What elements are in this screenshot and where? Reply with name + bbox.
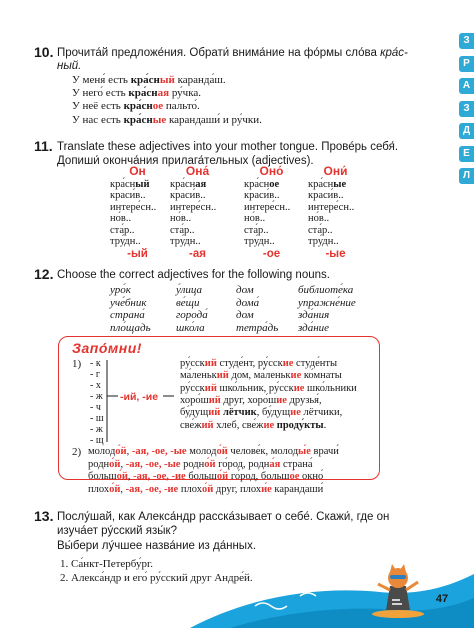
word-ending: ая xyxy=(195,178,207,190)
sentence-post: ру́чка. xyxy=(169,87,202,100)
text-segment: го́род, родн xyxy=(215,458,270,470)
column-word: краси́в.. xyxy=(110,190,146,201)
ex11-line1: Translate these adjectives into your mother tongue. Прове́рь себя́. xyxy=(57,141,399,153)
column-first-word xyxy=(170,179,240,191)
sentence-stem: кра́сн xyxy=(130,74,160,86)
column-first-word xyxy=(244,179,314,191)
noun-word: города́ xyxy=(176,309,208,321)
word-stem: кра́сн xyxy=(244,178,270,190)
column-word: краси́в.. xyxy=(170,190,206,201)
remember-letter: - г xyxy=(90,369,100,380)
ex13-number: 13. xyxy=(34,508,54,524)
side-tab-letter: Л xyxy=(459,168,474,184)
column-word: тру́дн.. xyxy=(170,236,201,247)
text-segment: -ая, -ое, -ые xyxy=(125,458,181,470)
remember-letter: - щ xyxy=(90,435,104,446)
text-segment: -ая, -ое, -ие xyxy=(133,471,186,483)
side-tab-letter: Р xyxy=(459,56,474,72)
text-segment: , xyxy=(120,458,126,470)
text-segment: челове́к, молод xyxy=(227,446,299,457)
ex11-column xyxy=(308,166,378,260)
remember-part2-line xyxy=(88,470,323,483)
sentence-pre: У меня́ есть xyxy=(72,74,131,86)
remember-letter: - ш xyxy=(90,413,104,424)
text-segment: -ая, -ое, -ие xyxy=(125,483,179,495)
text-segment: ий xyxy=(204,358,217,369)
column-word: ста́р.. xyxy=(110,224,135,236)
text-segment: -ая, -ое, -ые xyxy=(131,446,187,457)
column-ending: -ый xyxy=(127,247,148,260)
sentence-stem: кра́сн xyxy=(128,87,158,100)
text-segment: о́й xyxy=(216,446,228,457)
sentence-post: пальто́. xyxy=(163,100,200,113)
remember-letter: - ж xyxy=(90,391,103,402)
text-segment: плох xyxy=(88,483,110,495)
column-word: краси́в.. xyxy=(244,190,280,201)
ex10-instruction xyxy=(57,46,437,60)
remember-example-line xyxy=(180,419,326,432)
noun-word: шко́ла xyxy=(176,321,205,334)
noun-word: зда́ние xyxy=(298,321,330,334)
remember-part2-line xyxy=(88,445,339,458)
column-word: ста́р.. xyxy=(308,224,333,236)
sentence-post: карандаши́ и ру́чки. xyxy=(166,113,262,126)
text-segment: карандаши́ xyxy=(271,483,324,495)
ex10-instr-line1: Прочита́й предложе́ния. Обрати́ внима́ние на фо́рмы сло́ва xyxy=(57,47,377,59)
column-word: тру́дн.. xyxy=(110,236,141,247)
text-segment: шко́льники xyxy=(304,382,357,394)
remember-endings: -ий, -ие xyxy=(120,391,159,403)
column-header: Они́ xyxy=(323,164,348,178)
text-segment: о́е xyxy=(289,471,300,483)
text-segment: ий xyxy=(216,370,229,382)
noun-word: тетра́дь xyxy=(236,321,279,334)
text-segment: ие xyxy=(282,358,294,369)
column-word: ста́р.. xyxy=(170,224,195,236)
sentence-ending: ое xyxy=(152,100,164,113)
word-stem: кра́сн xyxy=(170,178,196,190)
column-ending: -ая xyxy=(189,247,206,260)
text-segment: ма́леньк xyxy=(180,370,217,382)
text-segment: ий xyxy=(201,419,214,431)
text-segment: лётчик xyxy=(222,407,257,419)
text-segment: шко́льник, ру́сск xyxy=(216,382,294,394)
remember-example-line xyxy=(180,357,337,370)
text-segment: о́й xyxy=(115,446,127,457)
column-ending: -ое xyxy=(262,247,281,260)
text-segment: о́й xyxy=(116,471,128,483)
remember-example-line xyxy=(180,406,342,419)
remember-part1-number: 1) xyxy=(72,358,82,370)
text-segment: о́й xyxy=(201,483,214,495)
text-segment: друг, плох xyxy=(213,483,262,495)
side-tab-letter: Е xyxy=(459,146,474,162)
column-word: ста́р.. xyxy=(244,224,269,236)
column-first-word xyxy=(308,179,378,191)
noun-word: ве́щи xyxy=(176,296,200,309)
sentence-pre: У него́ есть xyxy=(72,87,129,100)
sentence-stem: кра́сн xyxy=(123,113,153,126)
text-segment: врачи́ xyxy=(310,446,339,457)
word-stem: кра́сн xyxy=(110,178,136,190)
sentence-ending: ые xyxy=(152,113,167,126)
column-word: интере́сн.. xyxy=(110,201,157,213)
text-segment: лётчики, xyxy=(300,407,343,419)
ex13-option-1: 1. Са́нкт-Петербу́рг. xyxy=(60,558,153,570)
column-ending: -ые xyxy=(325,247,346,260)
noun-word: библиоте́ка xyxy=(298,284,354,296)
text-segment: о́й xyxy=(216,471,229,483)
text-segment: ие xyxy=(263,419,275,431)
column-word: интере́сн.. xyxy=(308,201,355,213)
column-word: краси́в.. xyxy=(308,190,344,201)
remember-example-line xyxy=(180,369,342,382)
remember-example-line xyxy=(180,382,357,395)
side-tab-letter: З xyxy=(459,101,474,117)
column-word: но́в.. xyxy=(244,213,266,224)
remember-title: Запо́мни! xyxy=(72,340,142,356)
text-segment: студе́нты xyxy=(293,358,337,369)
sentence-stem: кра́сн xyxy=(123,100,153,113)
text-segment: о́й xyxy=(109,483,121,495)
text-segment: . xyxy=(323,419,327,431)
column-word: но́в.. xyxy=(308,213,330,224)
remember-letter: - х xyxy=(90,380,101,391)
text-segment: родн xyxy=(88,458,110,470)
ex10-sentence xyxy=(72,87,201,100)
word-ending: ое xyxy=(269,178,280,190)
word-ending: ый xyxy=(135,178,150,190)
ex11-column xyxy=(170,166,240,260)
text-segment: ко́мнаты xyxy=(301,370,342,382)
ex13-option-2: 2. Алекса́ндр и его́ ру́сский друг Андре́й. xyxy=(60,572,253,584)
ex10-number: 10. xyxy=(34,44,54,60)
side-tab-letter: З xyxy=(459,33,474,49)
text-segment: , xyxy=(126,446,132,457)
noun-word: упражне́ние xyxy=(298,296,356,309)
text-segment: , бу́дущ xyxy=(256,407,291,419)
column-header: Она́ xyxy=(185,164,210,178)
column-word: интере́сн.. xyxy=(170,201,217,213)
word-stem: кра́сн xyxy=(308,178,334,190)
text-segment: ие xyxy=(293,382,305,394)
text-segment: ие xyxy=(290,407,301,419)
cat-surfer-icon xyxy=(368,556,428,620)
column-header: Он xyxy=(129,164,146,178)
column-word: тру́дн.. xyxy=(308,236,339,247)
text-segment: плох xyxy=(178,483,202,495)
remember-letter: - ч xyxy=(90,402,101,413)
noun-word: у́лица xyxy=(176,284,203,296)
text-segment: окно́ xyxy=(299,471,324,483)
text-segment: больш xyxy=(185,471,217,483)
ex11-number: 11. xyxy=(34,138,53,154)
text-segment: студе́нт, ру́сск xyxy=(216,358,283,369)
ex12-number: 12. xyxy=(34,266,54,282)
text-segment: све́ж xyxy=(180,419,202,431)
text-segment: страна́ xyxy=(280,458,313,470)
noun-word: дом xyxy=(236,284,254,296)
noun-word: дома́ xyxy=(236,296,260,309)
remember-example-line xyxy=(180,394,322,407)
sentence-ending: ый xyxy=(159,74,175,86)
text-segment: больш xyxy=(88,471,117,483)
ex10-sentence xyxy=(72,100,200,113)
text-segment: , xyxy=(120,483,126,495)
ex11-line2: Допиши́ оконча́ния прилага́тельных (adjectives). xyxy=(57,155,314,167)
column-header: Оно́ xyxy=(259,164,284,178)
text-segment: ру́сск xyxy=(180,358,205,369)
text-segment: и́е xyxy=(261,483,272,495)
text-segment: ий xyxy=(204,382,217,394)
text-segment: хлеб, све́ж xyxy=(213,419,264,431)
ex10-instr-line2: ный. xyxy=(57,60,82,72)
sentence-pre: У неё есть xyxy=(72,100,124,113)
sentence-ending: ая xyxy=(157,87,170,100)
side-tab-letter: Д xyxy=(459,123,474,139)
text-segment: проду́кты xyxy=(276,419,324,431)
noun-word: пло́щадь xyxy=(110,321,151,334)
text-segment: молод xyxy=(186,446,217,457)
text-segment: молод xyxy=(88,446,116,457)
ex10-sentence xyxy=(72,74,226,87)
ex13-line1: Послу́шай, как Алекса́ндр расска́зывает о себе́. Скажи́, где он xyxy=(57,511,390,523)
sentence-post: каранда́ш. xyxy=(174,74,226,86)
ex10-sentence xyxy=(72,114,262,127)
page-number: 47 xyxy=(435,593,449,605)
remember-part2-line xyxy=(88,458,313,471)
text-segment: бу́дущ xyxy=(180,407,209,419)
text-segment: ий xyxy=(208,394,221,406)
text-segment: о́й xyxy=(109,458,121,470)
column-word: но́в.. xyxy=(170,213,192,224)
side-tab-letter: А xyxy=(459,78,474,94)
text-segment: ий xyxy=(208,407,221,419)
noun-word: дом xyxy=(236,309,254,321)
text-segment: ру́сск xyxy=(180,382,205,394)
ex12-text: Choose the correct adjectives for the following nouns. xyxy=(57,269,330,281)
word-ending: ые xyxy=(333,178,347,190)
column-word: но́в.. xyxy=(110,213,132,224)
remember-part2-line xyxy=(88,483,323,496)
text-segment: родн xyxy=(180,458,205,470)
ex13-line2: изуча́ет ру́сский язы́к? xyxy=(57,525,177,537)
ex13-line3: Вы́бери лу́чшее назва́ние из да́нных. xyxy=(57,540,257,552)
sentence-pre: У нас есть xyxy=(72,113,124,126)
text-segment: дом, ма́леньк xyxy=(228,370,291,382)
remember-part2-number: 2) xyxy=(72,446,82,458)
noun-word: страна́ xyxy=(110,309,145,321)
text-segment: ы́е xyxy=(298,446,311,457)
text-segment: а́я xyxy=(269,458,281,470)
noun-word: уро́к xyxy=(110,284,131,296)
text-segment: , xyxy=(127,471,134,483)
text-segment: друг, хоро́ш xyxy=(220,394,277,406)
noun-word: уче́бник xyxy=(110,296,147,309)
column-word: тру́дн.. xyxy=(244,236,275,247)
remember-letter: - ж xyxy=(90,424,103,435)
text-segment: ие xyxy=(276,394,287,406)
ex10-instr-word: кра́с- xyxy=(380,47,408,59)
noun-word: зда́ния xyxy=(298,309,330,321)
text-segment: о́й xyxy=(204,458,216,470)
ex11-column xyxy=(244,166,314,260)
text-segment: ие xyxy=(290,370,302,382)
text-segment: го́род, больш xyxy=(228,471,290,483)
remember-letter: - к xyxy=(90,358,101,369)
text-segment: друзья́, xyxy=(286,394,322,406)
text-segment: хоро́ш xyxy=(180,394,209,406)
column-word: интере́сн.. xyxy=(244,201,291,213)
